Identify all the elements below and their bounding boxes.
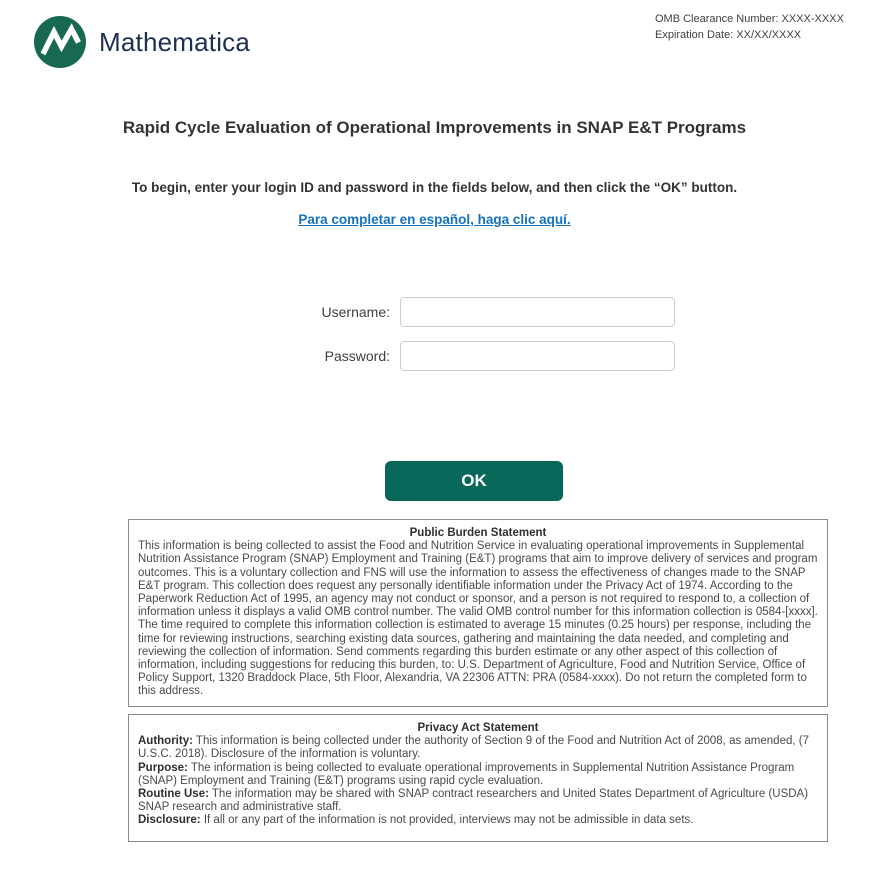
page-title: Rapid Cycle Evaluation of Operational Improvements in SNAP E&T Programs <box>122 118 747 137</box>
privacy-item-label: Routine Use: <box>138 788 209 801</box>
omb-clearance-number: OMB Clearance Number: XXXX-XXXX <box>655 13 844 25</box>
omb-expiration-date: Expiration Date: XX/XX/XXXX <box>655 29 802 41</box>
instruction-text: To begin, enter your login ID and password in the fields below, and then click the “OK” button. <box>131 180 738 195</box>
omb-block <box>655 11 844 43</box>
password-input[interactable] <box>400 341 675 371</box>
privacy-item-text: If all or any part of the information is not provided, interviews may not be admissible in data sets. <box>200 814 694 827</box>
privacy-item-label: Purpose: <box>138 761 188 774</box>
username-label: Username: <box>321 304 390 320</box>
public-burden-statement-box <box>128 519 828 707</box>
login-form <box>310 297 675 385</box>
password-row <box>310 341 675 371</box>
privacy-item-label: Authority: <box>138 735 193 748</box>
privacy-item-authority <box>138 735 809 760</box>
privacy-item-label: Disclosure: <box>138 814 201 827</box>
mathematica-logo-icon <box>34 16 86 68</box>
privacy-item-text: This information is being collected under the authority of Section 9 of the Food and Nutrition Act of 2008, as amended, (7 U.S.C. 2018). Disclosure of the information is voluntary. <box>138 735 809 761</box>
brand-name: Mathematica <box>99 26 251 57</box>
username-row <box>310 297 675 327</box>
privacy-item-text: The information is being collected to evaluate operational improvements in Supplemental Nutrition Assistance Program (SNAP) Employment and Training (E&T) programs using rapid cycle evaluation. <box>138 761 795 787</box>
public-burden-title: Public Burden Statement <box>409 527 547 539</box>
privacy-act-statement-box <box>128 714 828 842</box>
privacy-act-body <box>138 735 818 827</box>
privacy-item-purpose <box>138 762 794 787</box>
ok-button[interactable]: OK <box>385 461 563 501</box>
password-label: Password: <box>324 348 390 364</box>
privacy-item-routine-use <box>138 788 808 813</box>
public-burden-body: This information is being collected to assist the Food and Nutrition Service in evaluating operational improvements in Supplemental Nutrition Assistance Program (SNAP) Employment and Training (E&T) programs that aim to improve delivery of services and program outcomes. This is a voluntary collection and FNS will use the information to assess the effectiveness of changes made to the SNAP E&T program. This collection does request any personally identifiable information under the Privacy Act of 1974. According to the Paperwork Reduction Act of 1995, an agency may not conduct or sponsor, and a person is not required to respond to, a collection of information unless it displays a valid OMB control number. The valid OMB control number for this information collection is 0584-[xxxx]. The time required to complete this information collection is estimated to average 15 minutes (0.25 hours) per response, including the time for reviewing instructions, searching existing data sources, gathering and maintaining the data needed, and completing and reviewing the collection of information. Send comments regarding this burden estimate or any other aspect of this collection of information, including suggestions for reducing this burden, to: U.S. Department of Agriculture, Food and Nutrition Service, Office of Policy Support, 1320 Braddock Place, 5th Floor, Alexandria, VA 22306 ATTN: PRA (0584-xxxx). Do not return the completed form to this address. <box>138 540 818 698</box>
privacy-item-disclosure <box>138 814 693 826</box>
brand <box>34 16 250 68</box>
spanish-link-row <box>0 211 869 229</box>
spanish-link[interactable]: Para completar en español, haga clic aquí. <box>298 212 571 227</box>
privacy-item-text: The information may be shared with SNAP contract researchers and United States Department of Agriculture (USDA) SNAP research and administrative staff. <box>138 788 809 814</box>
privacy-act-title: Privacy Act Statement <box>417 722 539 734</box>
username-input[interactable] <box>400 297 675 327</box>
